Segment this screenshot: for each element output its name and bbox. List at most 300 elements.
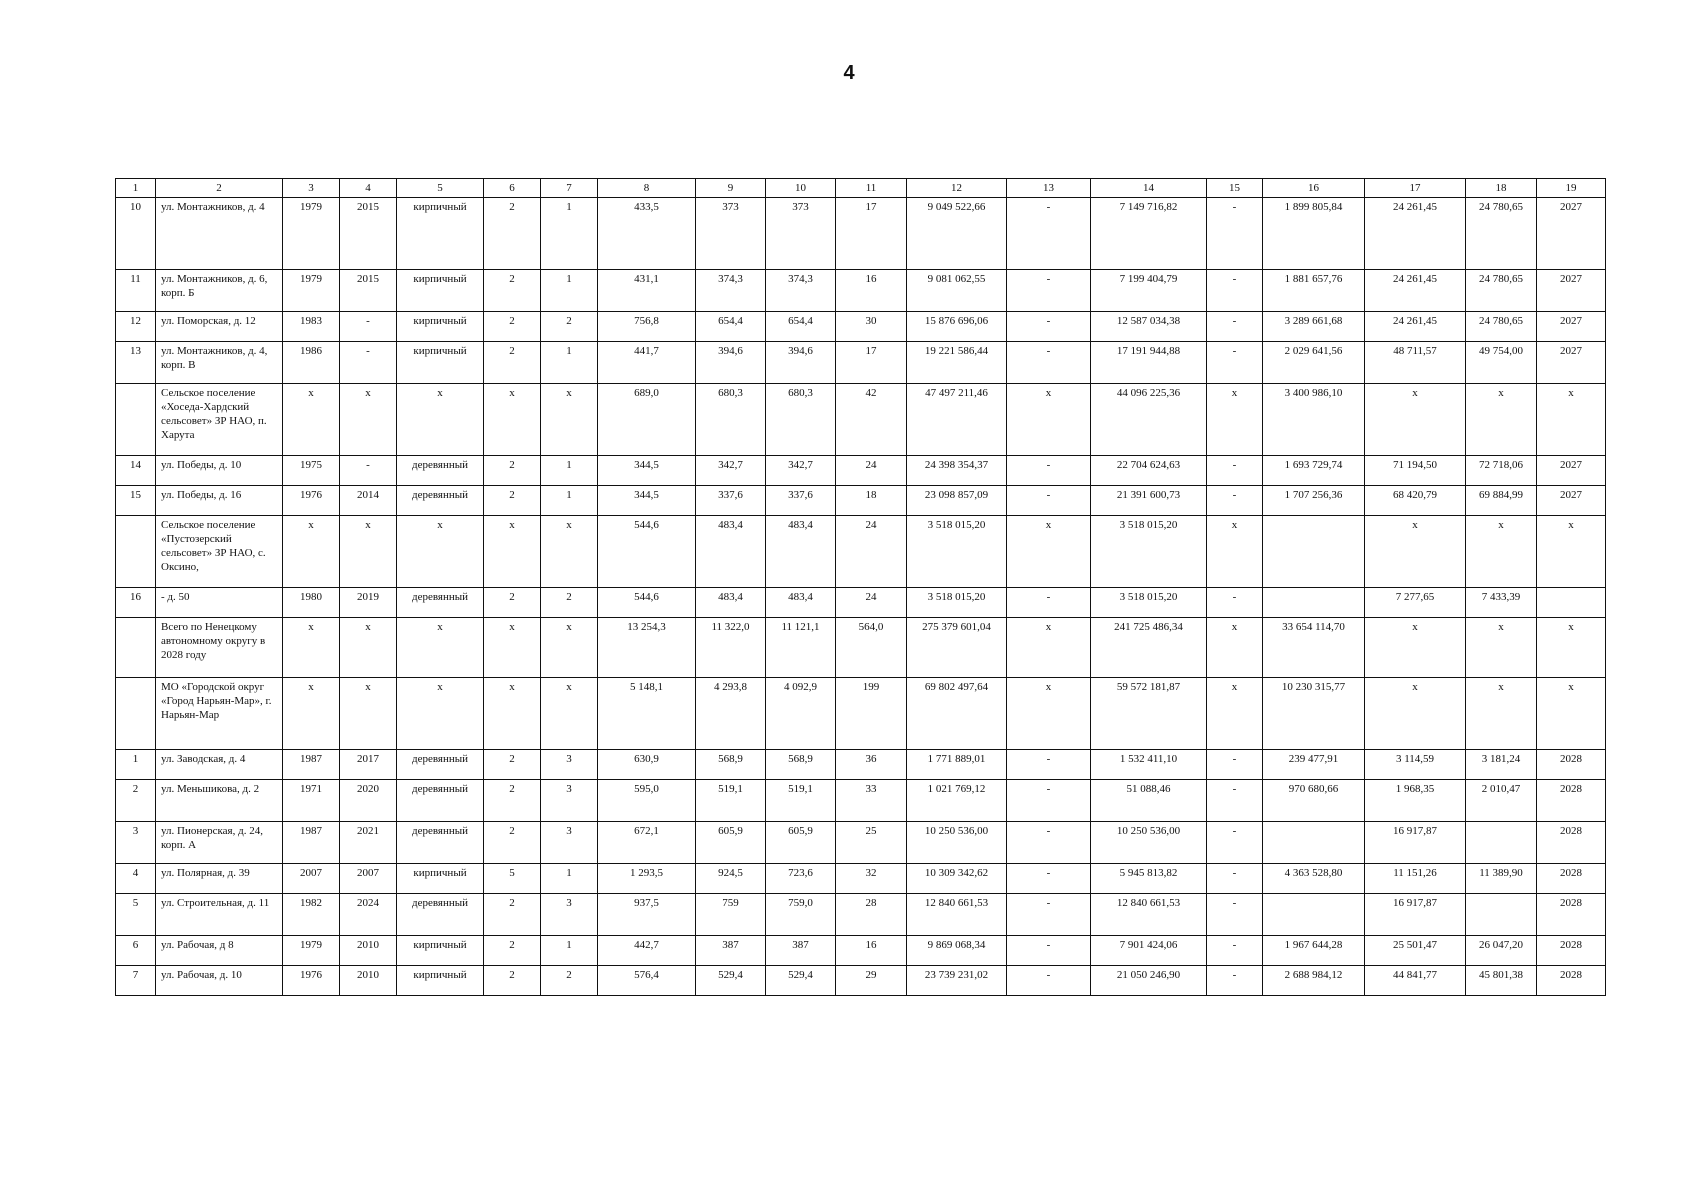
table-cell: 3 289 661,68 — [1263, 312, 1365, 342]
table-cell: 7 199 404,79 — [1091, 270, 1207, 312]
table-cell: 337,6 — [766, 486, 836, 516]
table-cell: 2010 — [340, 966, 397, 996]
table-cell: 12 840 661,53 — [1091, 894, 1207, 936]
table-cell: 568,9 — [696, 750, 766, 780]
column-number: 9 — [696, 179, 766, 198]
table-cell: кирпичный — [397, 342, 484, 384]
table-cell: 2 — [484, 750, 541, 780]
table-cell: 10 — [116, 198, 156, 270]
table-cell: - — [1207, 270, 1263, 312]
table-cell: 759,0 — [766, 894, 836, 936]
table-cell: деревянный — [397, 750, 484, 780]
table-cell: 25 501,47 — [1365, 936, 1466, 966]
table-cell: кирпичный — [397, 864, 484, 894]
table-cell: х — [484, 678, 541, 750]
table-cell: деревянный — [397, 588, 484, 618]
address-cell: МО «Городской округ «Город Нарьян-Мар», г. Нарьян-Мар — [156, 678, 283, 750]
table-cell: 5 148,1 — [598, 678, 696, 750]
table-cell: 2 010,47 — [1466, 780, 1537, 822]
table-cell: 1986 — [283, 342, 340, 384]
table-cell: 2010 — [340, 936, 397, 966]
table-cell: 2028 — [1537, 822, 1606, 864]
table-cell: 2027 — [1537, 312, 1606, 342]
table-cell: - — [1207, 342, 1263, 384]
table-cell: 576,4 — [598, 966, 696, 996]
table-cell: 16 — [836, 270, 907, 312]
table-cell: 394,6 — [696, 342, 766, 384]
address-cell: ул. Победы, д. 10 — [156, 456, 283, 486]
table-cell: 10 250 536,00 — [1091, 822, 1207, 864]
table-cell: 68 420,79 — [1365, 486, 1466, 516]
table-cell: 2 — [484, 966, 541, 996]
table-cell: - — [1207, 864, 1263, 894]
table-cell: 25 — [836, 822, 907, 864]
table-cell: 3 518 015,20 — [1091, 588, 1207, 618]
table-cell: - — [1207, 750, 1263, 780]
column-number-row — [116, 179, 1606, 198]
table-cell: х — [484, 618, 541, 678]
table-cell: 1982 — [283, 894, 340, 936]
table-cell: 2021 — [340, 822, 397, 864]
table-cell — [1263, 822, 1365, 864]
column-number: 7 — [541, 179, 598, 198]
table-cell: 44 841,77 — [1365, 966, 1466, 996]
table-cell: 2 — [484, 312, 541, 342]
table-cell: - — [1007, 198, 1091, 270]
table-cell: 10 230 315,77 — [1263, 678, 1365, 750]
table-cell: 21 050 246,90 — [1091, 966, 1207, 996]
table-cell: 3 400 986,10 — [1263, 384, 1365, 456]
table-cell: 4 092,9 — [766, 678, 836, 750]
table-cell: 14 — [116, 456, 156, 486]
table-cell: 654,4 — [696, 312, 766, 342]
table-cell: 32 — [836, 864, 907, 894]
table-cell: 1 — [541, 342, 598, 384]
table-cell: 1 881 657,76 — [1263, 270, 1365, 312]
column-number: 2 — [156, 179, 283, 198]
table-cell: - — [1007, 936, 1091, 966]
table-cell: х — [1007, 516, 1091, 588]
table-cell: 16 917,87 — [1365, 822, 1466, 864]
table-cell: - — [1007, 750, 1091, 780]
table-cell: 2020 — [340, 780, 397, 822]
table-cell: 17 191 944,88 — [1091, 342, 1207, 384]
table-cell: 2 688 984,12 — [1263, 966, 1365, 996]
table-cell: 2007 — [340, 864, 397, 894]
table-cell: х — [1537, 618, 1606, 678]
column-number: 16 — [1263, 179, 1365, 198]
table-cell: 3 — [541, 750, 598, 780]
table-cell: 2028 — [1537, 936, 1606, 966]
table-cell: 1979 — [283, 936, 340, 966]
table-cell — [116, 618, 156, 678]
table-cell: 342,7 — [696, 456, 766, 486]
table-cell: 3 181,24 — [1466, 750, 1537, 780]
table-cell: 30 — [836, 312, 907, 342]
table-cell: 15 — [116, 486, 156, 516]
table-cell: х — [1007, 384, 1091, 456]
table-cell: 7 901 424,06 — [1091, 936, 1207, 966]
table-cell: х — [340, 618, 397, 678]
table-cell: 2 — [484, 198, 541, 270]
table-cell: 45 801,38 — [1466, 966, 1537, 996]
column-number: 8 — [598, 179, 696, 198]
table-cell: 24 398 354,37 — [907, 456, 1007, 486]
table-cell: 924,5 — [696, 864, 766, 894]
table-cell: - — [1207, 198, 1263, 270]
table-cell: 10 309 342,62 — [907, 864, 1007, 894]
table-cell: 42 — [836, 384, 907, 456]
table-cell: х — [340, 516, 397, 588]
table-cell: 2 — [484, 936, 541, 966]
column-number: 17 — [1365, 179, 1466, 198]
table-cell: х — [283, 384, 340, 456]
table-row — [116, 198, 1606, 270]
table-cell: х — [541, 618, 598, 678]
table-cell: 689,0 — [598, 384, 696, 456]
table-cell — [1263, 516, 1365, 588]
table-cell: - — [1007, 822, 1091, 864]
table-cell: 2 — [484, 456, 541, 486]
column-number: 13 — [1007, 179, 1091, 198]
table-cell: х — [283, 516, 340, 588]
page-number: 4 — [843, 62, 855, 84]
table-cell: 16 — [116, 588, 156, 618]
table-cell: 3 — [116, 822, 156, 864]
table-cell: 2024 — [340, 894, 397, 936]
address-cell: ул. Пионерская, д. 24, корп. А — [156, 822, 283, 864]
table-cell: 11 121,1 — [766, 618, 836, 678]
table-cell: 2027 — [1537, 486, 1606, 516]
table-cell: кирпичный — [397, 198, 484, 270]
table-cell: 605,9 — [696, 822, 766, 864]
table-row — [116, 894, 1606, 936]
table-cell: - — [1207, 894, 1263, 936]
table-cell: 24 — [836, 516, 907, 588]
table-cell: х — [397, 384, 484, 456]
table-cell: х — [1537, 678, 1606, 750]
table-cell: 7 433,39 — [1466, 588, 1537, 618]
table-cell: х — [1365, 618, 1466, 678]
table-cell: 373 — [766, 198, 836, 270]
table-cell: 519,1 — [696, 780, 766, 822]
table-cell: кирпичный — [397, 270, 484, 312]
table-cell: 483,4 — [696, 588, 766, 618]
table-cell: деревянный — [397, 822, 484, 864]
table-cell: 1 968,35 — [1365, 780, 1466, 822]
table-cell: 51 088,46 — [1091, 780, 1207, 822]
table-cell: 24 261,45 — [1365, 312, 1466, 342]
table-cell: 1987 — [283, 750, 340, 780]
table-cell: 2027 — [1537, 342, 1606, 384]
table-cell: - — [1007, 864, 1091, 894]
table-cell: 2 — [484, 588, 541, 618]
table-cell: 28 — [836, 894, 907, 936]
address-cell: ул. Монтажников, д. 4, корп. В — [156, 342, 283, 384]
table-cell: 12 587 034,38 — [1091, 312, 1207, 342]
table-cell: 12 840 661,53 — [907, 894, 1007, 936]
table-cell: 342,7 — [766, 456, 836, 486]
table-cell: 71 194,50 — [1365, 456, 1466, 486]
table-cell: 529,4 — [696, 966, 766, 996]
table-cell: х — [397, 516, 484, 588]
table-cell: кирпичный — [397, 966, 484, 996]
table-cell — [116, 678, 156, 750]
table-cell: 47 497 211,46 — [907, 384, 1007, 456]
table-cell: х — [541, 516, 598, 588]
table-cell: х — [1207, 678, 1263, 750]
table-cell: 1 — [541, 270, 598, 312]
table-cell: 387 — [766, 936, 836, 966]
table-cell: 2 — [116, 780, 156, 822]
table-cell: 1975 — [283, 456, 340, 486]
table-cell: х — [1466, 618, 1537, 678]
table-cell: 3 518 015,20 — [907, 516, 1007, 588]
table-cell: 18 — [836, 486, 907, 516]
table-cell — [1537, 588, 1606, 618]
column-number: 18 — [1466, 179, 1537, 198]
table-cell: деревянный — [397, 456, 484, 486]
table-cell: 374,3 — [696, 270, 766, 312]
column-number: 12 — [907, 179, 1007, 198]
address-cell: ул. Монтажников, д. 6, корп. Б — [156, 270, 283, 312]
table-row — [116, 456, 1606, 486]
table-cell: 2027 — [1537, 198, 1606, 270]
table-cell: 1 771 889,01 — [907, 750, 1007, 780]
table-cell: 2027 — [1537, 270, 1606, 312]
table-cell: 2019 — [340, 588, 397, 618]
table-cell: 441,7 — [598, 342, 696, 384]
table-cell: 7 277,65 — [1365, 588, 1466, 618]
table-cell: х — [1537, 384, 1606, 456]
table-cell: 2028 — [1537, 780, 1606, 822]
table-cell: 24 261,45 — [1365, 270, 1466, 312]
table-cell: 2 — [484, 822, 541, 864]
table-cell: 16 — [836, 936, 907, 966]
table-cell: - — [340, 456, 397, 486]
table-cell: 1976 — [283, 966, 340, 996]
table-cell: 2 — [484, 780, 541, 822]
table-cell: 11 151,26 — [1365, 864, 1466, 894]
column-number: 3 — [283, 179, 340, 198]
column-number: 5 — [397, 179, 484, 198]
table-cell: 22 704 624,63 — [1091, 456, 1207, 486]
column-number: 19 — [1537, 179, 1606, 198]
table-cell: 2028 — [1537, 750, 1606, 780]
table-cell: 1 967 644,28 — [1263, 936, 1365, 966]
table-cell: 2015 — [340, 198, 397, 270]
table-cell: х — [484, 384, 541, 456]
table-cell: х — [1207, 384, 1263, 456]
table-cell: - — [1207, 456, 1263, 486]
table-cell: 970 680,66 — [1263, 780, 1365, 822]
table-cell: 431,1 — [598, 270, 696, 312]
table-row — [116, 864, 1606, 894]
table-cell: 442,7 — [598, 936, 696, 966]
table-cell: 7 — [116, 966, 156, 996]
table-row — [116, 486, 1606, 516]
table-cell: 2014 — [340, 486, 397, 516]
address-cell: ул. Рабочая, д. 10 — [156, 966, 283, 996]
table-cell: - — [1207, 822, 1263, 864]
table-cell: - — [1207, 936, 1263, 966]
table-cell: 199 — [836, 678, 907, 750]
address-cell: ул. Поморская, д. 12 — [156, 312, 283, 342]
table-cell: х — [397, 618, 484, 678]
table-cell: 1 — [116, 750, 156, 780]
table-cell: 1 — [541, 486, 598, 516]
table-cell: 11 389,90 — [1466, 864, 1537, 894]
table-cell: 1980 — [283, 588, 340, 618]
table-cell: 4 293,8 — [696, 678, 766, 750]
address-cell: ул. Строительная, д. 11 — [156, 894, 283, 936]
table-cell — [1466, 822, 1537, 864]
table-cell: х — [1007, 678, 1091, 750]
table-cell: 24 780,65 — [1466, 270, 1537, 312]
table-cell: 24 261,45 — [1365, 198, 1466, 270]
table-cell: 10 250 536,00 — [907, 822, 1007, 864]
address-cell: ул. Полярная, д. 39 — [156, 864, 283, 894]
table-cell: 1987 — [283, 822, 340, 864]
table-cell: 1971 — [283, 780, 340, 822]
table-cell: - — [1007, 966, 1091, 996]
table-cell: - — [1207, 966, 1263, 996]
table-cell: 49 754,00 — [1466, 342, 1537, 384]
table-cell: 5 — [484, 864, 541, 894]
table-cell — [116, 516, 156, 588]
table-cell: - — [1007, 588, 1091, 618]
table-body — [116, 179, 1606, 996]
column-number: 14 — [1091, 179, 1207, 198]
table-cell: 69 884,99 — [1466, 486, 1537, 516]
table-cell: 5 — [116, 894, 156, 936]
table-cell: 564,0 — [836, 618, 907, 678]
table-cell: 275 379 601,04 — [907, 618, 1007, 678]
table-row — [116, 936, 1606, 966]
address-cell: - д. 50 — [156, 588, 283, 618]
table-cell: деревянный — [397, 780, 484, 822]
table-cell: 1 — [541, 456, 598, 486]
table-row — [116, 342, 1606, 384]
table-cell: - — [1007, 270, 1091, 312]
housing-table — [115, 178, 1606, 996]
table-cell: 17 — [836, 342, 907, 384]
table-cell: 605,9 — [766, 822, 836, 864]
table-cell: 3 518 015,20 — [1091, 516, 1207, 588]
table-cell: 1 — [541, 864, 598, 894]
table-cell: 36 — [836, 750, 907, 780]
table-cell: 2015 — [340, 270, 397, 312]
address-cell: ул. Монтажников, д. 4 — [156, 198, 283, 270]
table-cell: 3 — [541, 822, 598, 864]
table-cell: 756,8 — [598, 312, 696, 342]
address-cell: Всего по Ненецкому автономному округу в 2028 году — [156, 618, 283, 678]
address-cell: Сельское поселение «Пустозерский сельсовет» ЗР НАО, с. Оксино, — [156, 516, 283, 588]
table-cell: 23 739 231,02 — [907, 966, 1007, 996]
table-cell: х — [1207, 516, 1263, 588]
table-cell: 3 — [541, 894, 598, 936]
table-cell: 337,6 — [696, 486, 766, 516]
table-cell: 24 780,65 — [1466, 312, 1537, 342]
table-cell — [1263, 894, 1365, 936]
table-row — [116, 750, 1606, 780]
column-number: 11 — [836, 179, 907, 198]
column-number: 10 — [766, 179, 836, 198]
table-cell: - — [1207, 312, 1263, 342]
table-cell: - — [340, 342, 397, 384]
table-row — [116, 384, 1606, 456]
table-cell: 48 711,57 — [1365, 342, 1466, 384]
table-cell: 44 096 225,36 — [1091, 384, 1207, 456]
table-cell: 1979 — [283, 270, 340, 312]
table-cell: 19 221 586,44 — [907, 342, 1007, 384]
table-cell: - — [1007, 894, 1091, 936]
table-cell: - — [1207, 486, 1263, 516]
table-cell: х — [1365, 516, 1466, 588]
table-cell — [1263, 588, 1365, 618]
table-row — [116, 966, 1606, 996]
table-cell: 1 — [541, 198, 598, 270]
table-cell: - — [1007, 456, 1091, 486]
table-cell: 483,4 — [696, 516, 766, 588]
table-cell: 2 — [484, 486, 541, 516]
table-cell: - — [1007, 342, 1091, 384]
table-cell: 16 917,87 — [1365, 894, 1466, 936]
table-cell: х — [340, 384, 397, 456]
table-cell: 13 — [116, 342, 156, 384]
table-cell: 9 081 062,55 — [907, 270, 1007, 312]
table-cell: 672,1 — [598, 822, 696, 864]
table-cell: 11 322,0 — [696, 618, 766, 678]
table-cell: х — [1365, 678, 1466, 750]
table-cell: 433,5 — [598, 198, 696, 270]
table-cell: 2028 — [1537, 864, 1606, 894]
table-cell: 1 707 256,36 — [1263, 486, 1365, 516]
table-cell: 1 293,5 — [598, 864, 696, 894]
address-cell: Сельское поселение «Хоседа-Хардский сельсовет» ЗР НАО, п. Харута — [156, 384, 283, 456]
table-cell: кирпичный — [397, 936, 484, 966]
table-cell — [1466, 894, 1537, 936]
table-row — [116, 618, 1606, 678]
table-cell: 387 — [696, 936, 766, 966]
table-cell: х — [1466, 384, 1537, 456]
table-cell: х — [397, 678, 484, 750]
table-cell: х — [1537, 516, 1606, 588]
table-cell: 1979 — [283, 198, 340, 270]
table-cell: - — [1207, 588, 1263, 618]
table-cell: 394,6 — [766, 342, 836, 384]
table-row — [116, 270, 1606, 312]
table-cell: 24 — [836, 456, 907, 486]
table-cell: 11 — [116, 270, 156, 312]
table-cell: 3 — [541, 780, 598, 822]
table-cell: 2028 — [1537, 894, 1606, 936]
table-cell: х — [283, 618, 340, 678]
table-cell: 2028 — [1537, 966, 1606, 996]
table-cell: х — [1207, 618, 1263, 678]
table-cell: 33 654 114,70 — [1263, 618, 1365, 678]
table-cell: - — [1207, 780, 1263, 822]
table-cell: 5 945 813,82 — [1091, 864, 1207, 894]
address-cell: ул. Победы, д. 16 — [156, 486, 283, 516]
table-cell: - — [340, 312, 397, 342]
table-cell: 568,9 — [766, 750, 836, 780]
table-cell: 13 254,3 — [598, 618, 696, 678]
table-cell: 654,4 — [766, 312, 836, 342]
address-cell: ул. Заводская, д. 4 — [156, 750, 283, 780]
table-cell: х — [340, 678, 397, 750]
table-cell: 2027 — [1537, 456, 1606, 486]
